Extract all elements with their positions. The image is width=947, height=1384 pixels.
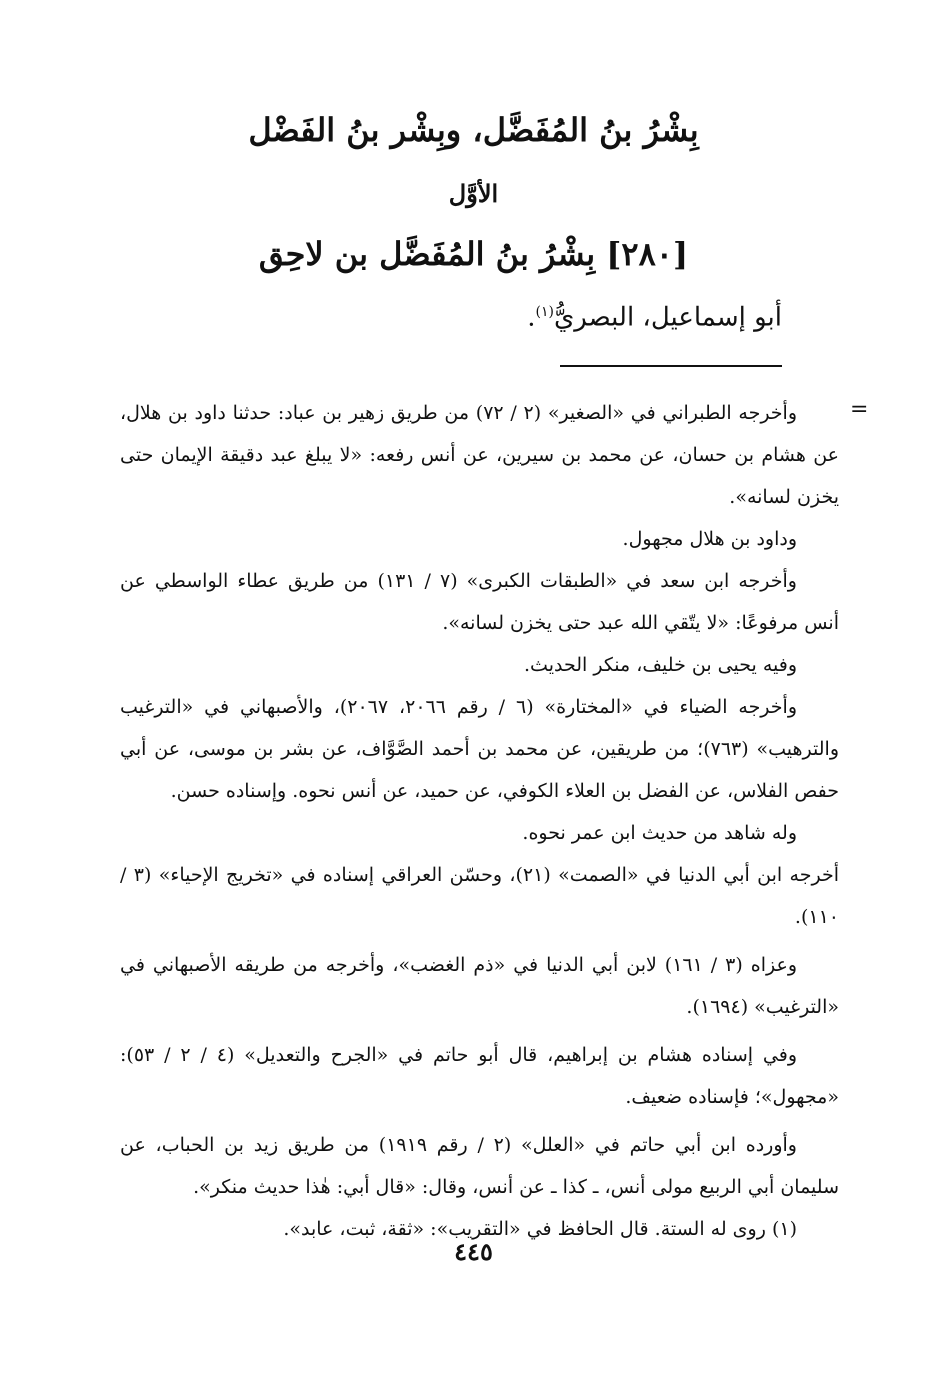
note-paragraph-7: أخرجه ابن أبي الدنيا في «الصمت» (٢١)، وحسّن العراقي إسناده في «تخريج الإحياء» (٣ / ١١٠).: [120, 864, 839, 928]
footnote-1: (١) روى له الستة. قال الحافظ في «التقريب»: «ثقة، ثبت، عابد».: [283, 1218, 797, 1240]
note-paragraph-8: وعزاه (٣ / ١٦١) لابن أبي الدنيا في «ذم الغضب»، وأخرجه من طريقه الأصبهاني في «الترغيب» (١٦٩٤).: [120, 954, 839, 1018]
kunya-line: [527, 288, 782, 342]
kunya-text: أبو إسماعيل، البصريُّ: [553, 302, 782, 333]
note-paragraph-9: وفي إسناده هشام بن إبراهيم، قال أبو حاتم في «الجرح والتعديل» (٤ / ٢ / ٥٣): «مجهول»؛ فإسناده ضعيف.: [120, 1044, 839, 1108]
header-block: [110, 100, 837, 284]
note-paragraph-4: وفيه يحيى بن خليف، منكر الحديث.: [524, 654, 797, 676]
section-title: بِشْرُ بنُ المُفَضَّل، وبِشْر بنُ الفَضْل: [248, 111, 699, 149]
page-number: ٤٤٥: [454, 1237, 493, 1266]
note-paragraph-2: وداود بن هلال مجهول.: [622, 528, 797, 550]
continuation-mark: =: [850, 397, 869, 422]
footnote-reference: (١): [535, 304, 554, 320]
footnote-divider: [560, 365, 782, 367]
footnotes-section: [120, 392, 839, 1250]
note-paragraph-1: وأخرجه الطبراني في «الصغير» (٢ / ٧٢) من طريق زهير بن عباد: حدثنا داود بن هلال، عن هشام بن حسان، عن محمد بن سيرين، عن أنس رفعه: «لا يبلغ عبد دقيقة الإيمان حتى يخزن لسانه».: [120, 402, 839, 508]
note-paragraph-5: وأخرجه الضياء في «المختارة» (٦ / رقم ٢٠٦٦، ٢٠٦٧)، والأصبهاني في «الترغيب والترهيب» (٧٦٣)؛ من طريقين، عن محمد بن أحمد الصَّوَّاف، عن بشر بن موسى، عن أبي حفص الفلاس، عن الفضل بن العلاء الكوفي، عن حميد، عن أنس نحوه. وإسناده حسن.: [120, 696, 839, 802]
section-subtitle: الأوَّل: [448, 179, 499, 208]
note-paragraph-6: وله شاهد من حديث ابن عمر نحوه.: [522, 822, 797, 844]
note-paragraph-10: وأورده ابن أبي حاتم في «العلل» (٢ / رقم ١٩١٩) من طريق زيد بن الحباب، عن سليمان أبي الربيع مولى أنس، ـ كذا ـ عن أنس، وقال: «قال أبي: هٰذا حديث منكر».: [120, 1134, 839, 1198]
entry-title: [٢٨٠] بِشْرُ بنُ المُفَضَّل بن لاحِق: [258, 235, 689, 273]
kunya-end: .: [527, 302, 536, 333]
note-paragraph-3: وأخرجه ابن سعد في «الطبقات الكبرى» (٧ / ١٣١) من طريق عطاء الواسطي عن أنس مرفوعًا: «لا يتّقي الله عبد حتى يخزن لسانه».: [120, 570, 839, 634]
